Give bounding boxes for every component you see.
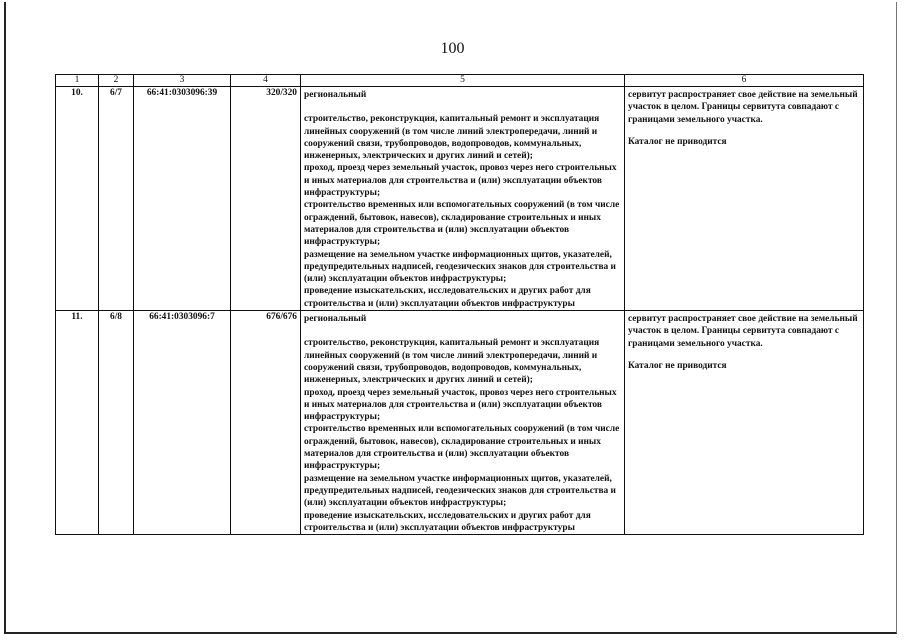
servitude-purpose-cell — [301, 87, 625, 311]
servitude-kind: региональный — [304, 90, 367, 100]
purpose-paragraph: размещение на земельном участке информационных щитов, указателей, предупредительных надписей, геодезических знаков для строительства и (или) эксплуатации объектов инфраструктуры; — [304, 473, 616, 509]
servitude-table — [55, 74, 864, 535]
area-value: 320/320 — [231, 87, 301, 311]
scope-description: сервитут распространяет свое действие на земельный участок в целом. Границы сервитута совпадают с границами земельного участка. — [628, 314, 858, 349]
row-number: 10. — [56, 87, 99, 311]
row-number: 11. — [56, 311, 99, 535]
servitude-scope-cell — [625, 87, 864, 311]
zone-code: 6/7 — [99, 87, 134, 311]
area-value: 676/676 — [231, 311, 301, 535]
purpose-paragraph: проход, проезд через земельный участок, провоз через него строительных и иных материалов для строительства и (или) эксплуатации объектов инфраструктуры; — [304, 387, 617, 423]
cadastral-number: 66:41:0303096:39 — [134, 87, 231, 311]
header-col-1: 1 — [56, 75, 99, 87]
cadastral-number: 66:41:0303096:7 — [134, 311, 231, 535]
servitude-purpose-cell — [301, 311, 625, 535]
table-row — [56, 87, 864, 311]
zone-code: 6/8 — [99, 311, 134, 535]
catalog-note: Каталог не приводится — [628, 136, 727, 147]
header-col-2: 2 — [99, 75, 134, 87]
header-row — [56, 75, 864, 87]
purpose-paragraph: проход, проезд через земельный участок, провоз через него строительных и иных материалов для строительства и (или) эксплуатации объектов инфраструктуры; — [304, 163, 617, 199]
catalog-note: Каталог не приводится — [628, 360, 727, 371]
header-col-3: 3 — [134, 75, 231, 87]
purpose-paragraph: строительство временных или вспомогательных сооружений (в том числе ограждений, бытовок, навесов), складирование строительных и иных материалов для строительства и (или) эксплуатации объектов инфраструктуры; — [304, 200, 620, 248]
purpose-paragraph: проведение изыскательских, исследовательских и других работ для строительства и (или) эксплуатации объектов инфраструктуры — [304, 286, 591, 309]
purpose-paragraph: строительство, реконструкция, капитальный ремонт и эксплуатация линейных сооружений (в том числе линий электропередачи, линий и сооружений связи, трубопроводов, водопроводов, коммунальных, инженерных, электрических и других линий и сетей); — [304, 114, 600, 162]
header-col-4: 4 — [231, 75, 301, 87]
scope-description: сервитут распространяет свое действие на земельный участок в целом. Границы сервитута совпадают с границами земельного участка. — [628, 90, 858, 125]
purpose-paragraph: проведение изыскательских, исследовательских и других работ для строительства и (или) эксплуатации объектов инфраструктуры — [304, 510, 591, 533]
page-number: 100 — [440, 40, 465, 57]
servitude-kind: региональный — [304, 314, 367, 325]
header-col-5: 5 — [301, 75, 625, 87]
table-row — [56, 311, 864, 535]
purpose-paragraph: строительство временных или вспомогательных сооружений (в том числе ограждений, бытовок, навесов), складирование строительных и иных материалов для строительства и (или) эксплуатации объектов инфраструктуры; — [304, 424, 620, 472]
purpose-paragraph: размещение на земельном участке информационных щитов, указателей, предупредительных надписей, геодезических знаков для строительства и (или) эксплуатации объектов инфраструктуры; — [304, 249, 616, 285]
purpose-paragraph: строительство, реконструкция, капитальный ремонт и эксплуатация линейных сооружений (в том числе линий электропередачи, линий и сооружений связи, трубопроводов, водопроводов, коммунальных, инженерных, электрических и других линий и сетей); — [304, 338, 600, 386]
header-col-6: 6 — [625, 75, 864, 87]
servitude-scope-cell — [625, 311, 864, 535]
